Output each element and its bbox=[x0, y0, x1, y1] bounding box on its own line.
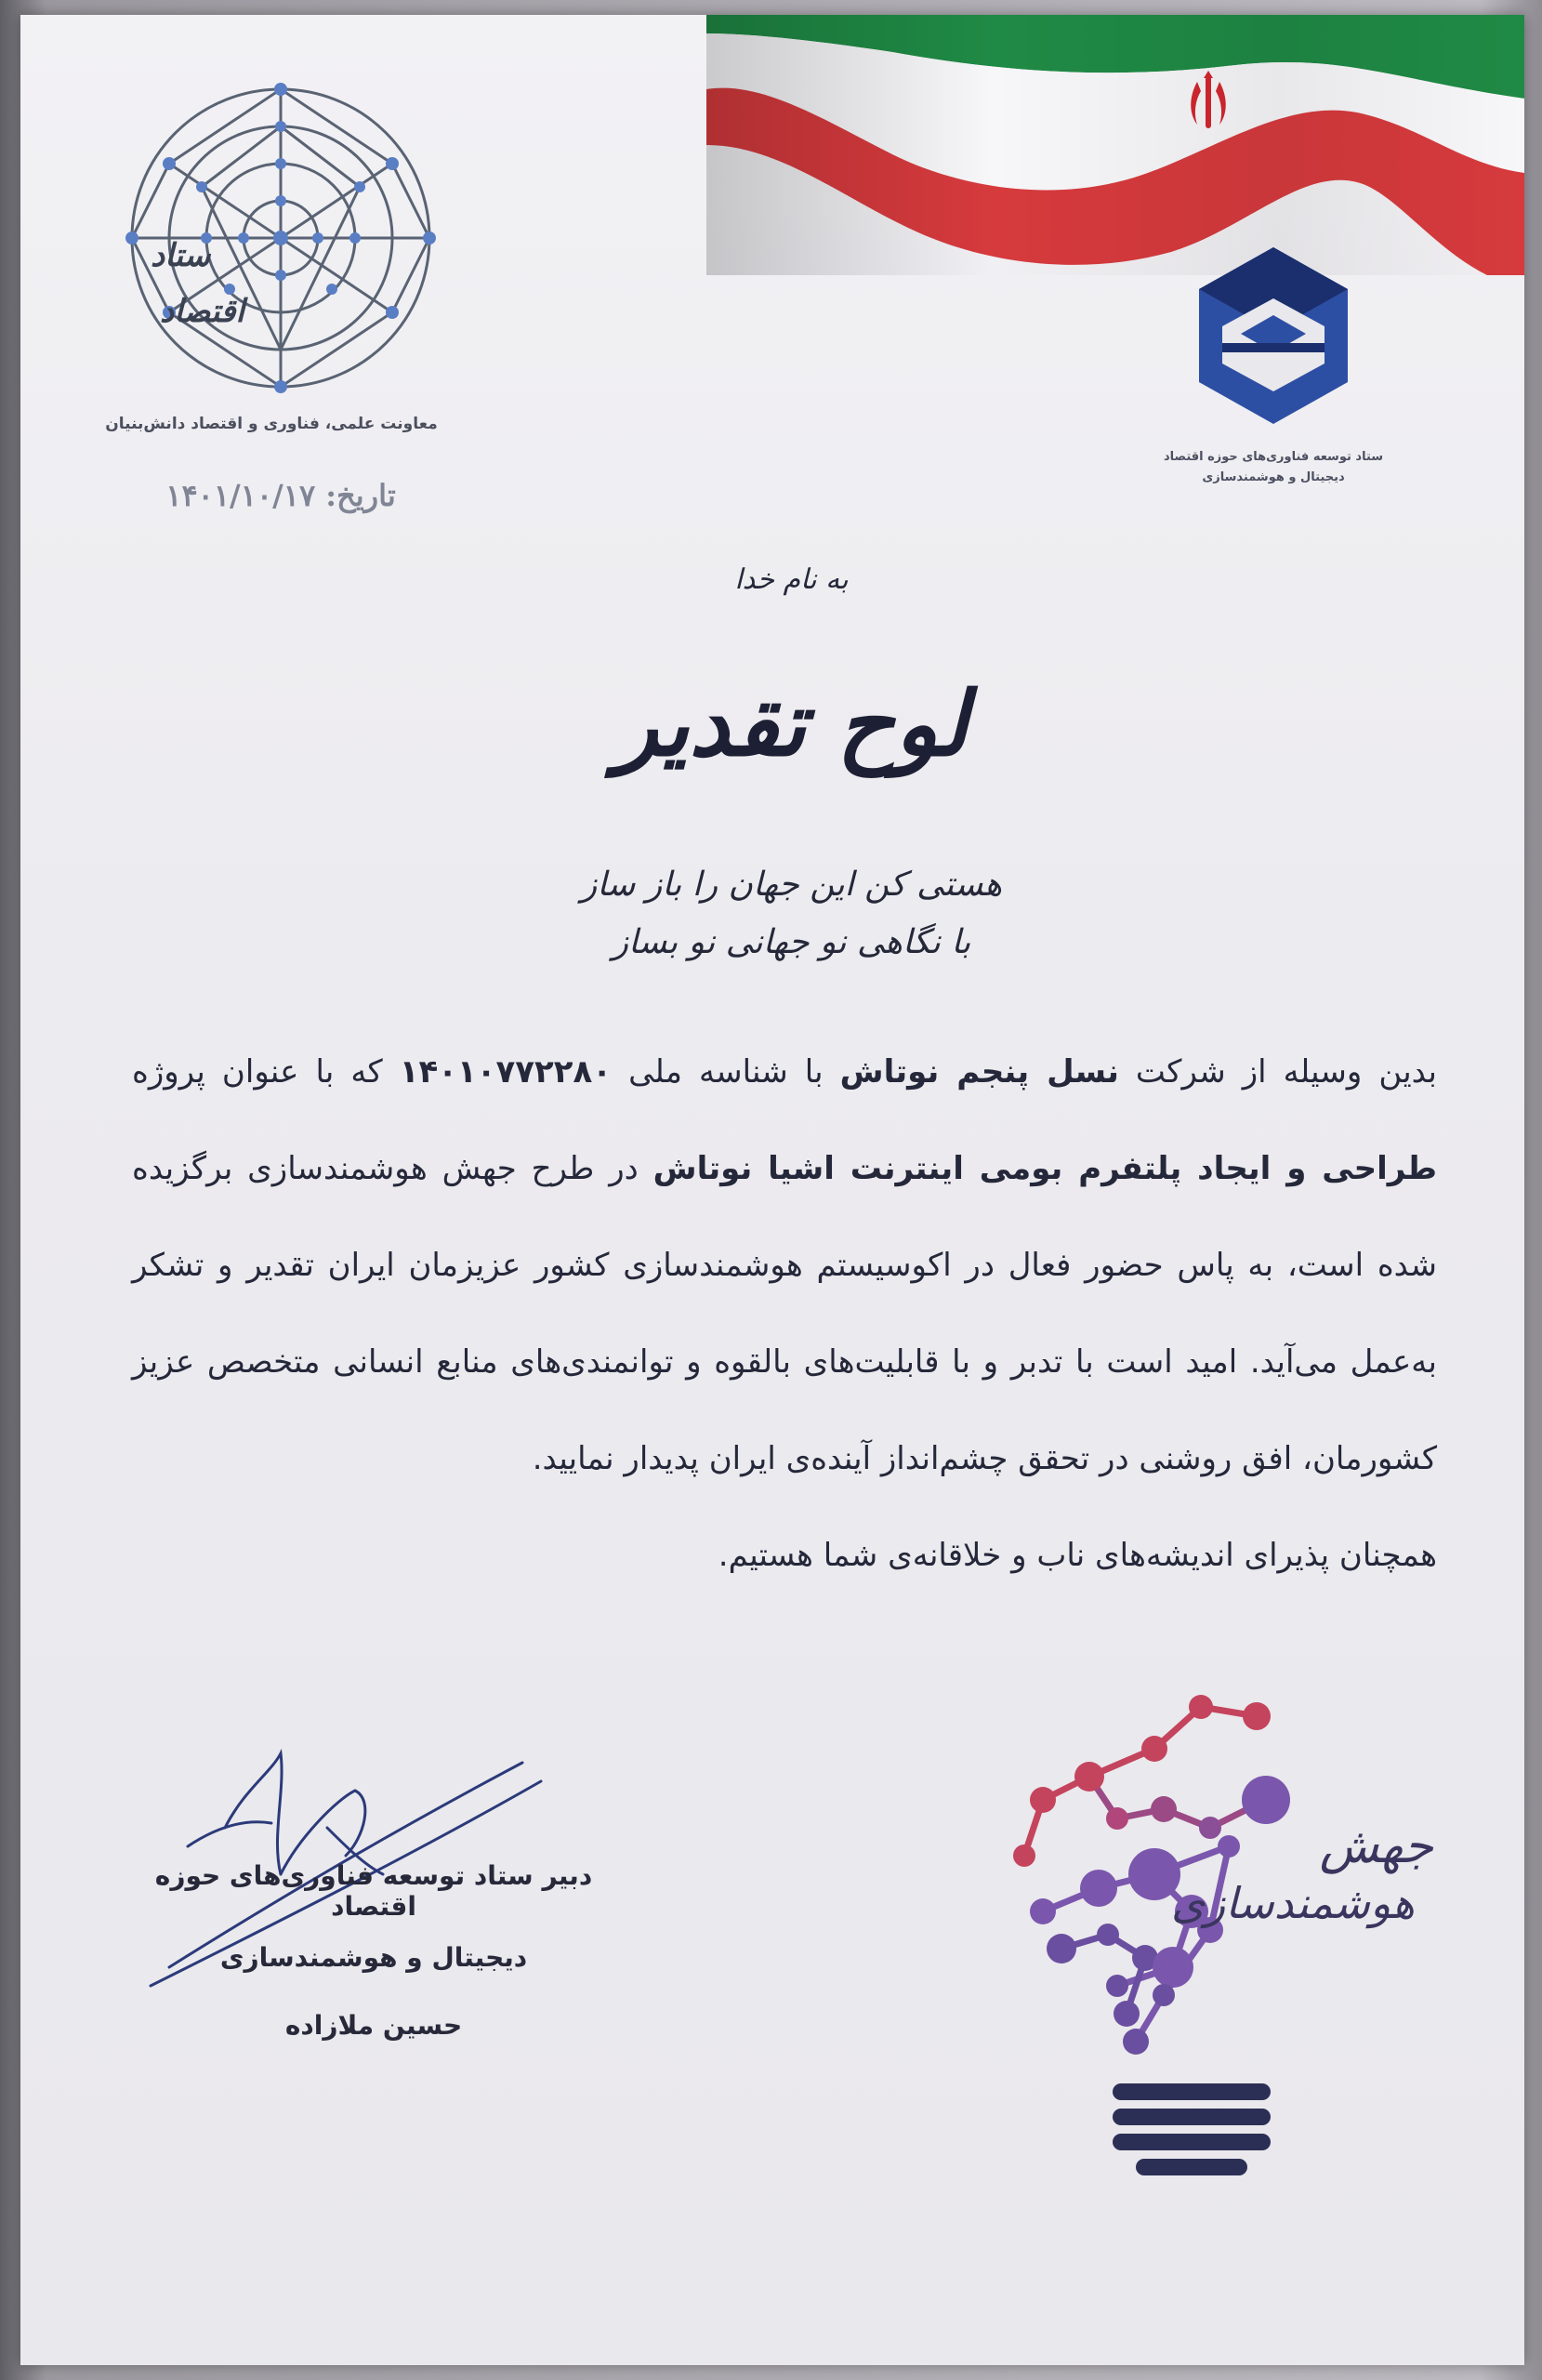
certificate-body bbox=[132, 1024, 1437, 1604]
svg-text:ستاد: ستاد bbox=[151, 237, 211, 274]
poem-line1: هستی کن این جهان را باز ساز bbox=[580, 866, 1003, 904]
company-name: نسل پنجم نوتاش bbox=[839, 1053, 1119, 1091]
jahesh-line1: جهش bbox=[1319, 1818, 1433, 1874]
project-title: طراحی و ایجاد پلتفرم بومی اینترنت اشیا نوتاش bbox=[652, 1150, 1437, 1187]
body-mid: با شناسه ملی bbox=[612, 1053, 840, 1091]
national-id: ۱۴۰۱۰۷۷۲۲۸۰ bbox=[399, 1053, 613, 1091]
body-rest: در طرح جهش هوشمندسازی برگزیده شده است، به پاس حضور فعال در اکوسیستم هوشمندسازی کشور عزیزمان ایران تقدیر و تشکر به‌عمل می‌آید. امید است با تدبر و با قابلیت‌های بالقوه و توانمندی‌های منابع انسانی متخصص عزیز کشورمان، افق روشنی در تحقق چشم‌انداز آینده‌ی ایران پدیدار نمایید. bbox=[132, 1150, 1437, 1477]
issue-date bbox=[123, 478, 439, 513]
signature-block bbox=[113, 1860, 634, 2041]
svg-text:اقتصاد: اقتصاد bbox=[160, 293, 244, 330]
right-organization-name bbox=[1153, 447, 1394, 488]
basmala: به نام خدا bbox=[734, 563, 849, 596]
iran-flag-icon bbox=[688, 15, 1524, 275]
right-org-line2: دیجیتال و هوشمندسازی bbox=[1202, 470, 1345, 484]
body-prefix: بدین وسیله از شرکت bbox=[1118, 1053, 1437, 1091]
body-mid2: که با عنوان پروژه bbox=[132, 1053, 400, 1091]
signatory-name: حسین ملازاده bbox=[284, 2010, 463, 2041]
date-value: ۱۴۰۱/۱۰/۱۷ bbox=[165, 478, 316, 513]
certificate-title: لوح تقدیر bbox=[614, 671, 969, 776]
body-paragraph-2: همچنان پذیرای اندیشه‌های ناب و خلاقانه‌ی شما هستیم. bbox=[718, 1537, 1437, 1574]
jahesh-hooshmandsazi-logo-icon bbox=[987, 1688, 1405, 2209]
certificate-paper bbox=[20, 15, 1524, 2365]
digital-economy-hq-logo-icon bbox=[1185, 243, 1362, 429]
jahesh-logo-text bbox=[1154, 1818, 1433, 1928]
left-organization-name: معاونت علمی، فناوری و اقتصاد دانش‌بنیان bbox=[105, 415, 438, 433]
body-paragraph-1 bbox=[132, 1024, 1437, 1507]
signatory-title-line2: دیجیتال و هوشمندسازی bbox=[219, 1942, 528, 1973]
date-label: تاریخ: bbox=[325, 478, 396, 513]
poem bbox=[20, 856, 1524, 972]
poem-line2: با نگاهی نو جهانی نو بساز bbox=[612, 923, 971, 961]
right-org-line1: ستاد توسعه فناوری‌های حوزه اقتصاد bbox=[1163, 450, 1384, 464]
signatory-title-line1: دبیر ستاد توسعه فناوری‌های حوزه اقتصاد bbox=[154, 1860, 593, 1922]
jahesh-line2: هوشمندسازی bbox=[1171, 1878, 1415, 1928]
scientific-vice-presidency-logo-icon bbox=[95, 61, 467, 433]
